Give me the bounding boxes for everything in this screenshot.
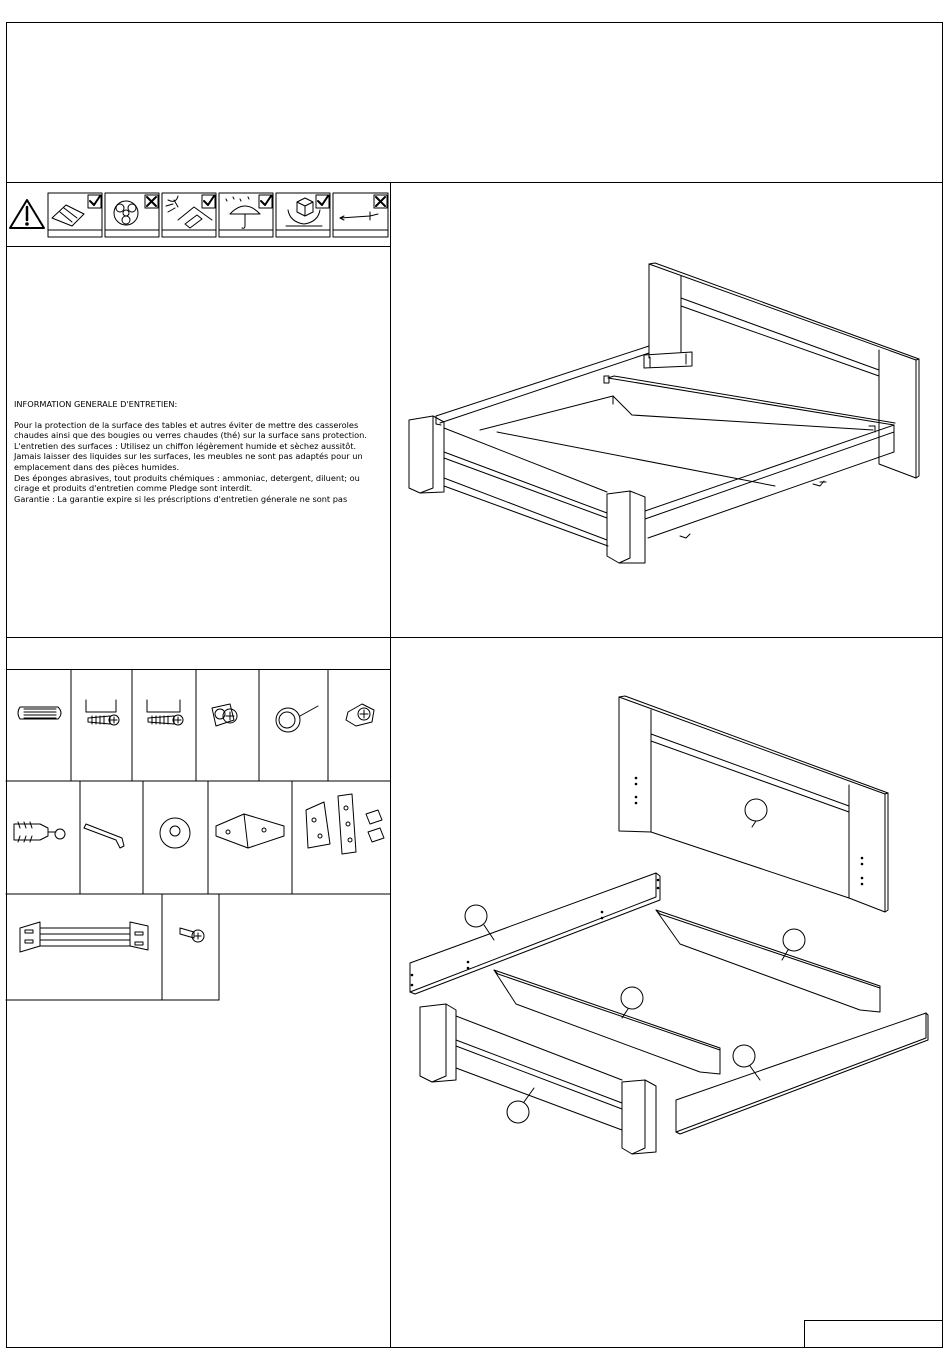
cam-lock-icon — [212, 704, 237, 726]
warning-icon — [10, 200, 44, 228]
care-line: Pour la protection de la surface des tables et autres éviter de mettre des casseroles — [14, 419, 359, 430]
cross-icon — [374, 195, 387, 208]
connector-fitting-icon — [346, 704, 374, 726]
care-line: Jamais laisser des liquides sur les surfaces, les meubles ne sont pas adaptés pour un — [14, 451, 363, 462]
hardware-grid — [6, 670, 390, 1000]
allen-key-icon — [84, 824, 124, 848]
check-icon — [316, 195, 329, 208]
hinge-plate-icon — [306, 794, 384, 854]
exploded-view-drawing — [410, 696, 928, 1154]
chemical-hazard-icon — [114, 201, 138, 225]
angle-bracket-icon — [216, 814, 284, 848]
check-icon — [202, 195, 215, 208]
nail-icon — [340, 212, 378, 220]
handle-with-care-icon — [286, 198, 322, 226]
glide-nail-icon — [276, 706, 318, 732]
care-line: emplacement dans des pièces humides. — [14, 461, 180, 472]
cross-icon — [145, 195, 158, 208]
care-line: cirage et produits d'entretien comme Pledge sont interdit. — [14, 483, 253, 494]
short-screw-icon — [86, 700, 119, 725]
care-line: chaudes ainsi que des bougies ou verres chaudes (thé) sur la surface sans protection. — [14, 430, 367, 441]
page-number-box — [804, 1320, 943, 1348]
care-line: Garantie : La garantie expire si les préscriptions d'entretien génerale ne sont pas — [14, 493, 348, 504]
wall-anchor-icon — [14, 822, 65, 842]
slat-support-bracket-icon — [20, 922, 148, 952]
small-screw-icon — [180, 928, 204, 942]
care-heading: INFORMATION GENERALE D'ENTRETIEN: — [14, 399, 178, 409]
check-icon — [88, 195, 101, 208]
care-icon-boxes — [48, 193, 388, 237]
humidity-umbrella-icon — [226, 197, 260, 228]
long-screw-icon — [147, 700, 183, 725]
check-icon — [259, 195, 272, 208]
care-line: Des éponges abrasives, tout produits chémiques : ammoniac, detergent, diluent; ou — [14, 472, 360, 483]
cloth-wipe-icon — [52, 205, 84, 226]
care-line: L'entretien des surfaces : Utilisez un chiffon légèrement humide et sèchez aussitôt. — [14, 440, 357, 451]
cap-cover-icon — [160, 818, 190, 848]
wooden-dowel-icon — [18, 707, 61, 719]
assembled-bed-drawing — [409, 263, 919, 563]
